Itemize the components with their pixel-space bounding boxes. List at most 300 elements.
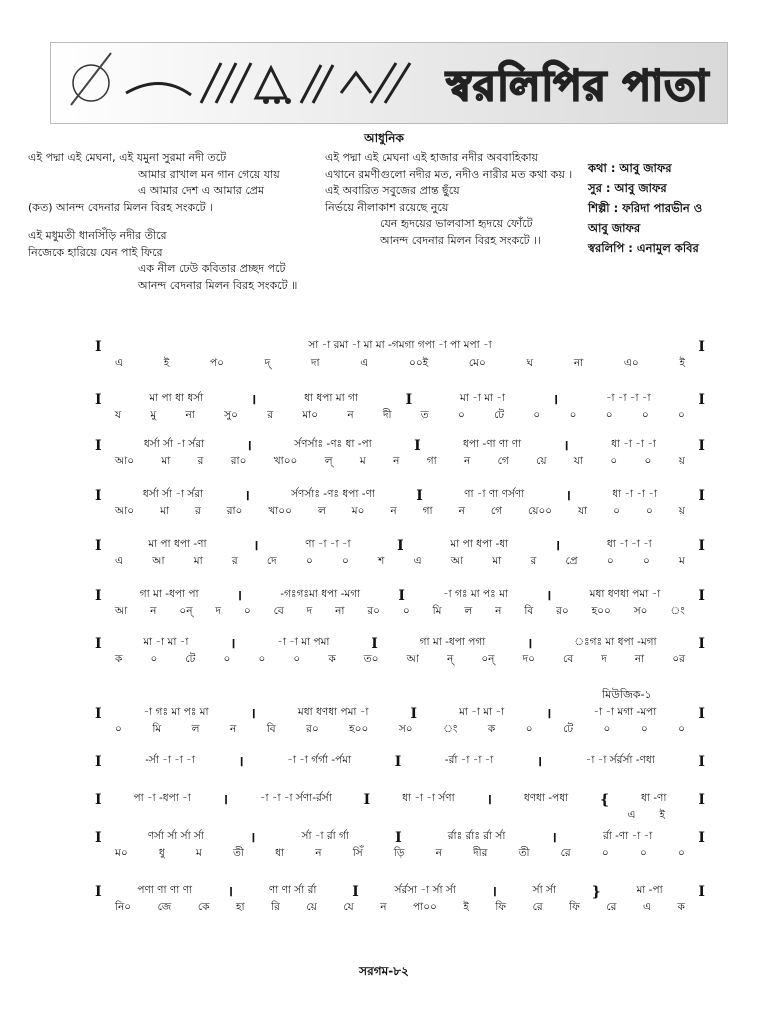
syllable: প০ [209,357,224,369]
syllable: মি [432,605,442,617]
lyric-syllable-line [95,504,705,521]
syllable: সু০ [224,409,238,421]
lyric-line: (কত) আনন্দ বেদনার মিলন বিরহ সংকটে । [28,200,214,214]
bar-line: I [394,753,402,770]
bar-line: I [95,753,102,770]
bar-line: । [563,438,569,454]
lyricist: কথা : আবু জাফর [588,161,672,175]
syllable: ন্ [446,653,454,665]
bar-line: । [536,754,543,770]
note-group: -া -া -া -া [605,392,651,404]
lyric-syllable-line [95,808,705,825]
note-group: ধা -া -া -া [611,438,656,450]
note-group: ধা -া -া -া [612,488,658,500]
lyric-syllable-line [95,900,705,917]
bar-line: । [546,706,552,722]
artist-cont: আবু জাফর [588,221,641,235]
syllable: দীর [473,847,488,859]
page-title: স্বরলিপির পাতা [446,61,709,110]
syllable: মা [160,505,169,517]
bar-line: I [95,437,102,454]
lyric-syllable-line [95,846,705,863]
lyric-line: এই মধুমতী ধানসিঁড়ি নদীর তীরে [28,229,167,242]
syllable: ন [393,455,400,467]
bar-line: । [222,792,229,808]
lyric-syllable-line [95,722,705,739]
note-group: র্সণর্সাঃ -ণঃ ধা -পা [294,438,372,450]
page-number: সরগম-৮২ [359,964,409,978]
syllable: ধা [275,847,285,859]
notation-row [95,828,705,864]
notation-row [95,790,705,826]
lyric-line: যেন হৃদয়ের ভালবাসা হৃদয়ে ফোঁটে [380,217,533,230]
bar-line: I [95,487,102,504]
syllable: ০ [243,605,251,617]
syllable: পা০০ [413,901,437,913]
bar-line: I [698,883,705,900]
note-line [95,634,705,653]
note-group: মধা ধণধা পমা -া [297,706,369,718]
note-group: -র্সা -া -া -া [145,754,195,766]
bar-line: I [698,705,705,722]
note-group: -া -া মা পমা [277,636,330,648]
bar-line: I [352,883,359,900]
syllable: ০ন্ [179,605,193,617]
syllable: ০ [402,605,410,617]
syllable: ০ [223,653,231,665]
note-group: র্রাঃ র্রাঃ র্রা র্সা [447,830,506,842]
syllable: ড়ি [393,847,405,859]
note-group: গা মা -ধপা পগা [419,636,486,648]
syllable: ন [464,455,471,467]
note-line [95,882,705,901]
syllable: ০ [642,555,650,567]
bar-line: I [95,883,102,900]
lyric-syllable-line [95,356,705,373]
bar-line: I [95,391,102,408]
syllable: গে [497,455,509,467]
bar-line: । [238,754,244,770]
syllable: য়ে০০ [528,505,553,517]
note-group: ধা -ণা [641,792,667,804]
note-group: ধা -া -া র্সণা [402,792,455,804]
syllable: ল [317,505,326,517]
note-group: সা -া রমা -া মা মা -গমগা গপা -া পা মপা -া [308,339,492,351]
syllable: গে [490,505,503,517]
syllable: খা০০ [273,455,298,467]
lyric-line: এই পদ্মা এই মেঘনা এই হাজার নদীর অববাহিকায় [325,151,539,164]
syllable: বে [563,653,574,665]
syllable: তী [233,847,244,859]
syllable: টে [185,653,196,665]
syllable: ঘ [526,357,534,369]
notation-row [95,390,705,426]
syllable: ম [679,555,685,567]
syllable: র০ [367,605,380,617]
syllable: ম০ [351,505,365,517]
lyric-line: এক নীল ঢেউ কবিতার প্রচ্ছদ পটে [138,262,286,275]
syllable: যা [578,505,588,517]
syllable: মা [492,555,502,567]
syllable: মু [150,409,157,421]
syllable: ম০ [115,847,128,859]
bar-line: I [698,338,705,355]
bar-line: I [398,587,405,604]
syllable: ন [390,505,397,517]
bar-line: I [698,753,705,770]
syllable: ০ [677,409,685,421]
notation-row [95,752,705,788]
note-group: -া গঃ মা পঃ মা [443,588,508,600]
syllable: ০০ই [409,357,429,369]
syllable: য় [678,455,685,467]
bar-line: । [552,392,559,408]
note-group: -গঃগঃমা ধপা -মগা [280,588,361,600]
syllable: জে [157,901,172,913]
syllable: স০ [633,605,648,617]
lyrics-middle [325,150,572,249]
bar-line: । [527,636,533,652]
syllable: ই [659,809,665,821]
syllable: র০ [306,723,319,735]
bar-line: । [246,438,252,454]
syllable: রে [560,847,571,859]
syllable: ল্ [324,455,333,467]
syllable: সিঁ [352,847,363,859]
note-line [95,536,705,555]
note-line [95,828,705,847]
syllable: র [194,505,201,517]
bar-line: I [395,829,402,846]
note-group: পণা ণা ণা ণা [137,884,193,896]
genre-label: আধুনিক [364,131,404,145]
note-line [95,704,705,723]
syllable: এ [627,809,636,821]
note-group: -া -া -া র্সণা-র্রর্সা [259,792,332,804]
syllable: ন [380,901,387,913]
note-group: র্সণর্সাঃ -ণঃ ধপা -ণা [291,488,375,500]
syllable: ফি [495,901,507,913]
syllable: ন [347,409,354,421]
bar-line: I [363,791,371,808]
note-group: ণা ণা র্সা র্রা [268,884,317,896]
syllable: রে [606,901,617,913]
note-group: -া গঃ মা পঃ মা [143,706,209,718]
syllable: ক [328,653,336,665]
note-group: ঃগঃ মা ধপা -মগা [574,636,657,648]
note-group: ধপা -ণা ণা ণা [463,438,522,450]
syllable: এ [360,357,369,369]
syllable: আ [115,605,128,617]
note-group: ধর্সা র্সা -া র্সরা [143,438,205,450]
bar-line: I [698,537,705,554]
notation-row [95,536,705,572]
syllable: রি [271,901,280,913]
syllable: র০ [556,605,569,617]
notation-credit: স্বরলিপি : এনামুল কবির [588,241,699,255]
syllable: হ০০ [349,723,369,735]
bar-line: I [95,587,102,604]
syllable: ন [435,847,442,859]
bar-line: I [95,338,102,355]
syllable: ক [677,901,685,913]
notation-row [95,586,705,622]
syllable: ক [487,723,496,735]
syllable: ন [229,723,237,735]
syllable: ত [420,409,429,421]
bar-line: I [405,391,413,408]
note-group: পা -া -ধপা -া [133,792,191,804]
syllable: ০ [533,409,541,421]
syllable: আ [152,555,165,567]
syllable: রে [532,901,543,913]
notation-row [95,882,705,918]
syllable: টে [563,723,574,735]
note-group: মা পা ধা ধর্সা [149,392,204,404]
syllable: গা [422,505,433,517]
bar-line: । [230,636,236,652]
syllable: ই [163,357,170,369]
note-group: ণা -া ণা ণর্সণা [464,488,525,500]
note-group: -া -া র্গর্গা -র্পমা [287,754,352,766]
bar-line: । [236,588,243,604]
syllable: ০ [605,409,613,421]
syllable: কে [197,901,210,913]
note-group: মা -া মা -া [143,636,189,648]
note-group: ণর্সা র্সা র্সা র্সা [147,830,204,842]
bar-line: I [95,705,102,722]
syllable: ধু [158,847,165,859]
note-group: র্সা -া র্রা র্গা [301,830,349,842]
syllable: ০ [569,409,577,421]
syllable: ০ [606,555,614,567]
syllable: ০ [677,847,685,859]
bar-line: I [410,705,418,722]
syllable: এ [413,555,422,567]
syllable: আ০ [115,505,135,517]
syllable: ০ [641,409,649,421]
bar-line: } [591,883,601,900]
syllable: না [185,409,195,421]
bar-line: I [414,437,421,454]
syllable: রা০ [230,455,247,467]
syllable: যে [343,901,354,913]
lyric-line: আনন্দ বেদনার মিলন বিরহ সংকটে ॥ [138,278,298,292]
bar-line: I [397,537,404,554]
syllable: এ [115,555,123,567]
bar-line: I [698,437,705,454]
note-group: মধা ধণধা পমা -া [589,588,661,600]
syllable: বে [273,605,284,617]
bar-line: I [698,391,705,408]
bar-line: I [698,635,705,652]
syllable: স০ [398,723,413,735]
syllable: দ্ [264,357,271,369]
note-line [95,436,705,455]
bar-line: I [371,635,378,652]
lyric-line: আনন্দ বেদনার মিলন বিরহ সংকটে ।। [380,233,541,247]
syllable: দ [306,605,313,617]
syllable: দী [382,409,392,421]
note-group: র্রা -ণা -া -া [602,830,653,842]
note-group: ণা -া -া -া [305,538,351,550]
syllable: ং [670,605,685,617]
bar-line: । [253,538,259,554]
bar-line: । [244,488,250,504]
note-group: ধা ধপা মা গা [304,392,358,404]
syllable: ল [191,723,200,735]
bar-line: । [565,488,571,504]
lyrics-left [28,150,297,294]
composer: সুর : আবু জাফর [588,181,667,195]
syllable: ন [315,847,322,859]
bar-line: I [698,587,705,604]
notation-row [95,338,705,374]
lyric-syllable-line [95,554,705,571]
bar-line: I [698,791,705,808]
syllable: দা [310,357,320,369]
syllable: ০ [293,653,301,665]
syllable: শ [378,555,385,567]
syllable: মে০ [468,357,486,369]
syllable: য়ে [536,455,547,467]
note-line [95,486,705,505]
syllable: বি [524,605,534,617]
syllable: ত০ [363,653,379,665]
syllable: এ [642,901,651,913]
syllable: ০ [645,505,653,517]
note-line [95,390,705,409]
syllable: ০ [305,555,313,567]
syllable: ০ [639,847,647,859]
syllable: ০ [115,723,122,735]
note-group: র্সা র্সা [532,884,556,896]
syllable: ই [679,357,685,369]
credits [588,158,702,258]
note-group: মা -া মা -া [459,706,505,718]
syllable: ০ [610,455,618,467]
bar-line: I [95,635,102,652]
syllable: ফি [569,901,580,913]
lyric-line: এই পদ্মা এই মেঘনা, এই যমুনা সুরমা নদী তটে [28,151,227,164]
note-group: -া -া র্সর্রর্সা -ণধা [585,754,655,766]
bar-line: । [250,706,256,722]
note-group: মা -পা [636,884,663,896]
syllable: ০ন্ [481,653,495,665]
syllable: মি [152,723,162,735]
syllable: মা০ [302,409,319,421]
lyric-line: নিজেকে হারিয়ে যেন পাই ফিরে [28,245,163,259]
notation-row [95,486,705,522]
note-line [95,790,705,809]
lyric-syllable-line [95,652,705,669]
note-group: গা মা -ধপা পা [139,588,199,600]
syllable: বি [266,723,276,735]
syllable: য [115,409,122,421]
note-group: মা -া মা -া [460,392,506,404]
syllable: তী [518,847,530,859]
syllable: ই [463,901,469,913]
syllable: য় [678,505,685,517]
syllable: ০ [613,505,620,517]
syllable: এ০ [623,357,639,369]
syllable: ০ [457,409,465,421]
syllable: ০ [644,455,652,467]
syllable: ০র [672,653,685,665]
bar-line: । [486,792,492,808]
syllable: ০ [342,555,349,567]
bar-line: I [95,791,102,808]
syllable: র [267,409,274,421]
syllable: দ [215,605,221,617]
bar-line: I [698,487,705,504]
syllable: মা [161,455,171,467]
syllable: প্রে [565,555,578,567]
syllable: ০ [603,723,611,735]
bar-line: । [554,538,561,554]
syllable: ০ [150,653,158,665]
section-label: মিউজিক-১ [602,688,652,701]
syllable: আ [450,555,464,567]
syllable: ০ [525,723,533,735]
syllable: আ [406,653,419,665]
syllable: ল [464,605,473,617]
syllable: মা [193,555,203,567]
syllable: র [530,555,537,567]
syllable: টে [494,409,505,421]
lyric-line: এই অবারিত সবুজের প্রান্ত ছুঁয়ে [325,184,460,197]
syllable: র [231,555,238,567]
note-line [95,586,705,605]
syllable: আ০ [115,455,135,467]
syllable: ম [359,455,366,467]
syllable: দ০ [522,653,535,665]
bar-line: । [250,392,257,408]
note-group: ধর্সা র্সা -া র্সরা [142,488,204,500]
syllable: ০ [640,723,648,735]
notation-row [95,704,705,740]
syllable: ম [195,847,202,859]
lyric-syllable-line [95,604,705,621]
bar-line: । [546,588,552,604]
syllable: না [335,605,345,617]
lyric-syllable-line [95,454,705,471]
syllable: না [573,357,584,369]
syllable: হ০০ [591,605,611,617]
bar-line: । [227,884,234,900]
syllable: ০ [601,847,609,859]
syllable: গা [426,455,437,467]
note-group: -া -া মগা -মপা [593,706,657,718]
bar-line: । [491,884,497,900]
note-group: মা পা ধপা -ধা [450,538,509,550]
syllable: এ [115,357,123,369]
note-group: ধণধা -পধা [523,792,569,804]
bar-line: I [698,829,705,846]
bar-line: । [551,830,557,846]
syllable: খা০০ [268,505,292,517]
note-group: মা পা ধপা -ণা [148,538,207,550]
syllable: র [197,455,204,467]
note-group: -র্রা -া -া -া [444,754,494,766]
syllable: যা [573,455,584,467]
syllable: ন [458,505,465,517]
bar-line: I [95,829,102,846]
syllable: ন [150,605,157,617]
bar-line: { [600,791,610,808]
syllable: ক [115,653,123,665]
bar-line: I [416,487,423,504]
